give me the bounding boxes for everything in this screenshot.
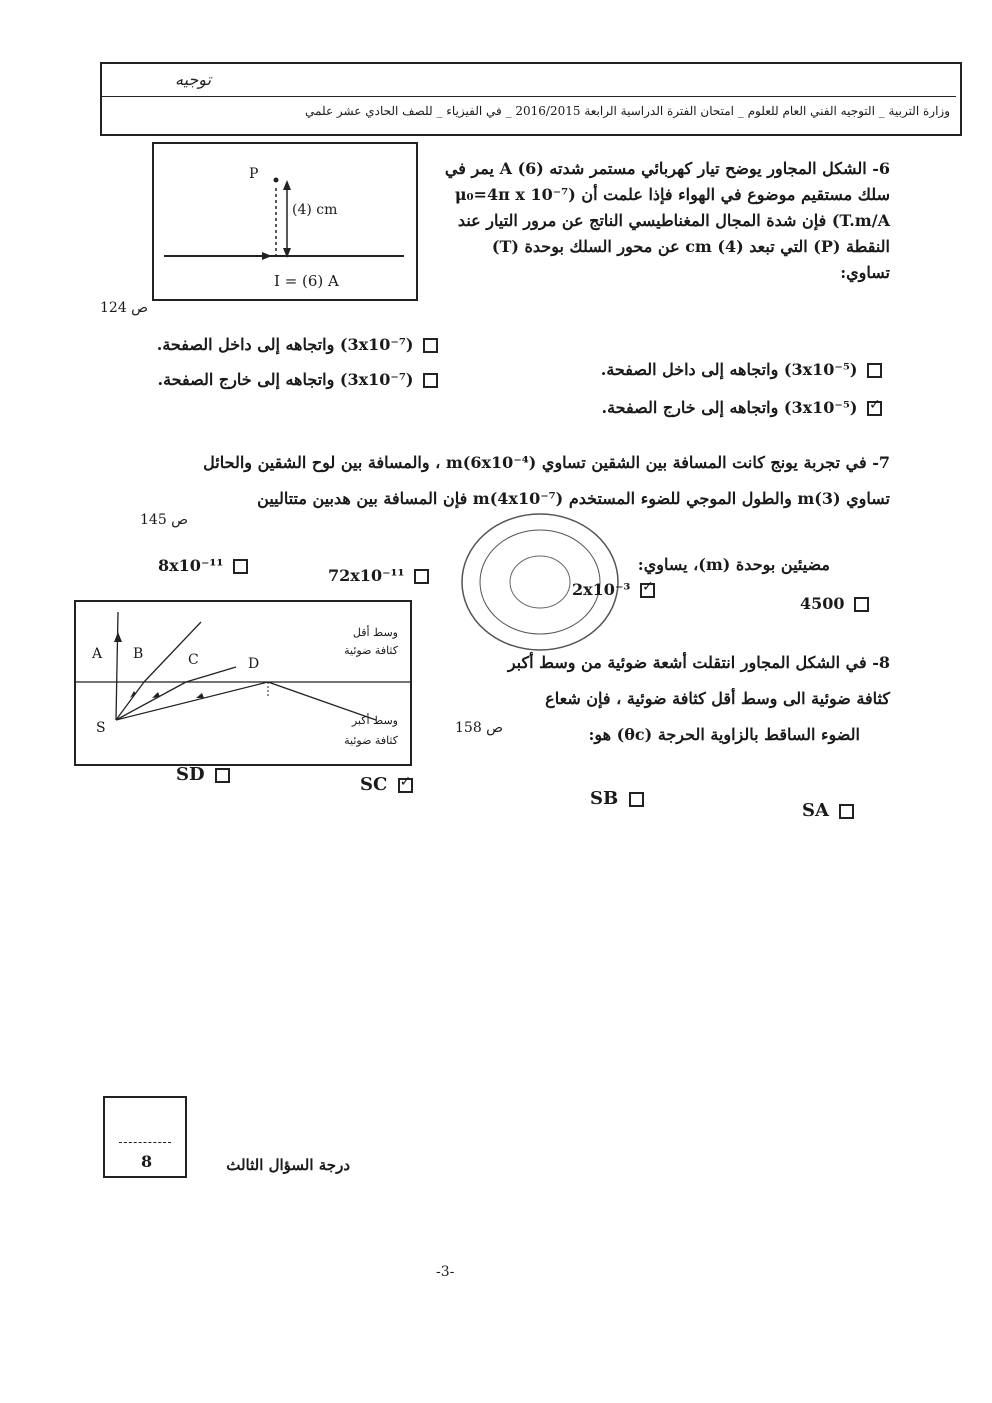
point-p-label: P [249,166,259,182]
current-label: I = (6) A [274,272,339,290]
grade-box [103,1096,187,1178]
point-s-label: S [96,720,106,736]
q8-diagram [74,600,412,766]
q8-option-b-checkbox[interactable] [398,778,413,793]
point-d-label: D [248,656,260,672]
q7-line-2: تساوي m(3) والطول الموجي للضوء المستخدم m(4x10⁻⁷) فإن المسافة بين هدبين متتاليين [257,489,890,508]
q8-option-b-value: SC [360,774,388,795]
q8-line-1: 8- في الشكل المجاور انتقلت أشعة ضوئية من وسط أكبر [507,653,890,672]
q6-option-c-text: واتجاهه إلى داخل الصفحة. [600,360,779,379]
point-a-label: A [92,646,103,662]
header-title: وزارة التربية _ التوجيه الفني العام للعلوم _ امتحان الفترة الدراسية الرابعة 2016/2015 _ في الفيزياء _ للصف الحادي عشر علمي [305,104,950,118]
header-frame [100,62,962,136]
q6-option-a-text: واتجاهه إلى داخل الصفحة. [156,335,335,354]
q7-option-d[interactable] [800,594,873,613]
grade-value: 8 [141,1152,153,1171]
q6-option-a-checkbox[interactable] [423,338,438,353]
q7-option-a-checkbox[interactable] [233,559,248,574]
q6-option-a-value: (3x10⁻⁷) [339,335,414,354]
lower-medium-label-1: وسط أكبر [351,714,398,727]
q8-option-c[interactable] [590,788,648,809]
header-divider [102,96,956,97]
grade-divider [119,1142,171,1143]
q8-option-c-checkbox[interactable] [629,792,644,807]
point-b-label: B [133,646,144,662]
q6-option-c-value: (3x10⁻⁵) [783,360,858,379]
q6-option-c[interactable] [560,360,886,379]
q6-option-b[interactable] [140,370,442,389]
q6-option-d-text: واتجاهه إلى خارج الصفحة. [601,398,779,417]
q8-option-a-value: SD [176,764,205,785]
q6-option-b-checkbox[interactable] [423,373,438,388]
q7-option-b[interactable] [328,566,433,585]
point-c-label: C [188,652,199,668]
handwritten-note: توجيه [175,70,212,89]
q7-option-a-value: 8x10⁻¹¹ [158,556,224,575]
q7-option-c-value: 2x10⁻³ [572,580,631,599]
q8-option-c-value: SB [590,788,619,809]
upper-medium-label-1: وسط أقل [352,626,398,639]
q7-option-b-value: 72x10⁻¹¹ [328,566,405,585]
q8-line-3: الضوء الساقط بالزاوية الحرجة (θc) هو: [588,725,860,744]
q6-option-c-checkbox[interactable] [867,363,882,378]
q8-line-2: كثافة ضوئية الى وسط أقل كثافة ضوئية ، فإن شعاع [545,689,890,708]
q8-option-a-checkbox[interactable] [215,768,230,783]
q6-option-d[interactable] [560,398,886,417]
q7-line-1: 7- في تجربة يونج كانت المسافة بين الشقين تساوي m(6x10⁻⁴) ، والمسافة بين لوح الشقين والحائل [203,453,890,472]
q6-option-b-text: واتجاهه إلى خارج الصفحة. [157,370,335,389]
q8-option-d-value: SA [802,800,829,821]
q6-text: 6- الشكل المجاور يوضح تيار كهربائي مستمر شدته A (6) يمر في سلك مستقيم موضوع في الهواء فإذا علمت أن (μ₀=4π x 10⁻⁷ T.m/A) فإن شدة المجال المغناطيسي الناتج عن مرور التيار عند النقطة (P) التي تبعد cm (4) عن محور السلك بوحدة (T) تساوي: [444,159,890,282]
q8-option-b[interactable] [360,774,417,795]
upper-medium-label-2: كثافة ضوئية [344,644,398,657]
q7-page-ref: ص 145 [140,512,189,528]
q6-page-ref: ص 124 [100,300,149,316]
lower-medium-label-2: كثافة ضوئية [344,734,398,747]
q7-option-c[interactable] [572,580,659,599]
q7-option-d-value: 4500 [800,594,845,613]
q8-option-d[interactable] [802,800,858,821]
q6-option-d-checkbox[interactable] [867,401,882,416]
q7-option-d-checkbox[interactable] [854,597,869,612]
q7-line-3: مضيئين بوحدة (m)، يساوي: [637,555,830,574]
q6-option-d-value: (3x10⁻⁵) [783,398,858,417]
q6-diagram [152,142,418,301]
grade-label: درجة السؤال الثالث [226,1156,350,1174]
distance-label: (4) cm [292,202,338,218]
q7-option-b-checkbox[interactable] [414,569,429,584]
q6-option-a[interactable] [150,335,442,354]
q8-option-d-checkbox[interactable] [839,804,854,819]
q6-option-b-value: (3x10⁻⁷) [339,370,414,389]
q7-option-a[interactable] [158,556,252,575]
page-number: -3- [436,1264,455,1280]
q8-page-ref: ص 158 [455,720,504,736]
q8-option-a[interactable] [176,764,234,785]
q7-option-c-checkbox[interactable] [640,583,655,598]
